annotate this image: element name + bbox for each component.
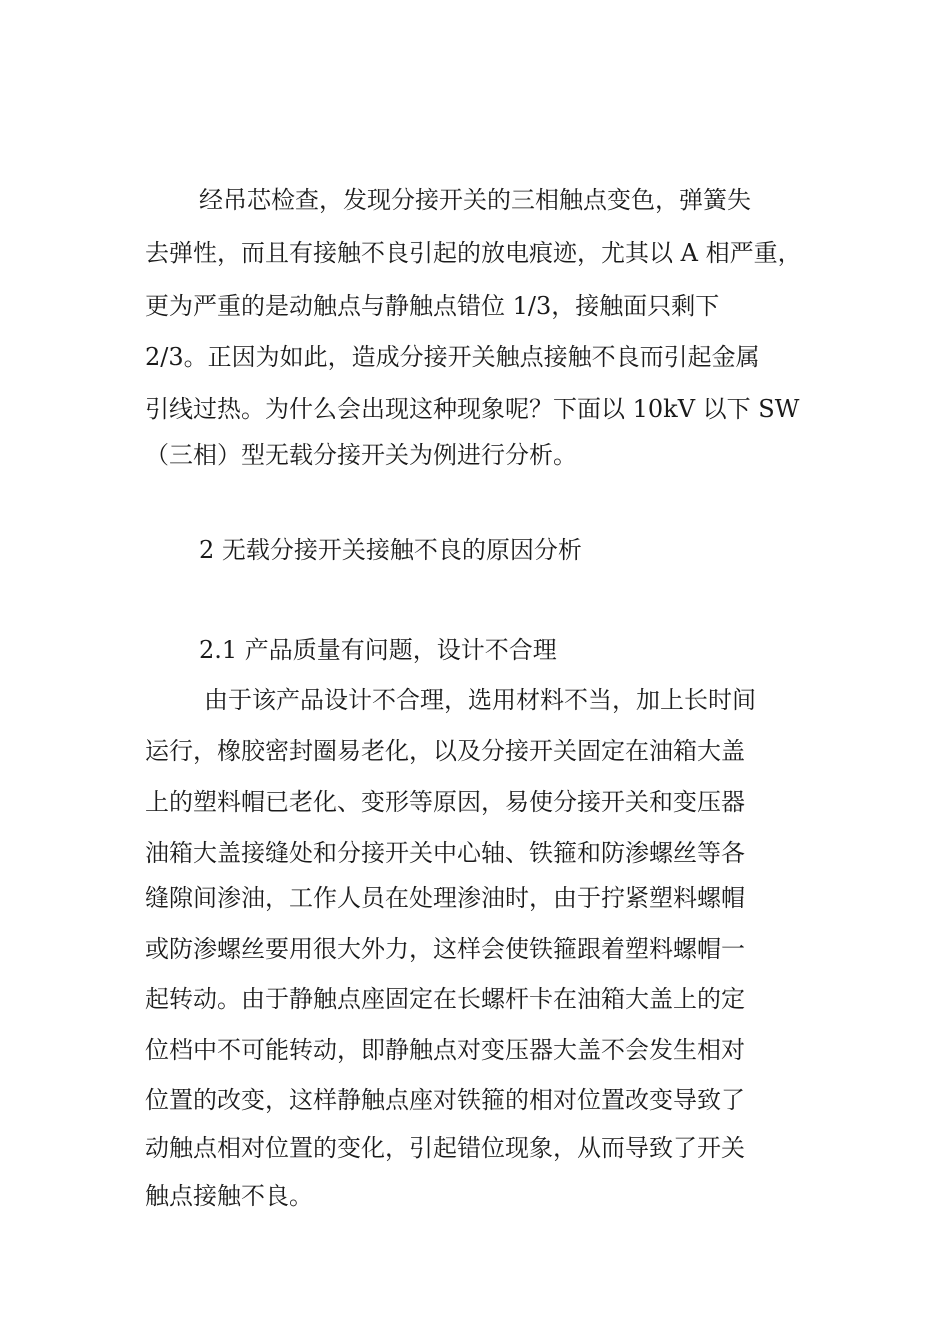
paragraph-1-line: 经吊芯检查，发现分接开关的三相触点变色，弹簧失 [199, 186, 751, 214]
paragraph-1-line: 去弹性，而且有接触不良引起的放电痕迹，尤其以 A 相严重， [145, 239, 802, 267]
paragraph-2-line: 缝隙间渗油，工作人员在处理渗油时，由于拧紧塑料螺帽 [145, 884, 745, 912]
subsection-heading: 2.1 产品质量有问题，设计不合理 [199, 636, 557, 664]
paragraph-2-line: 运行，橡胶密封圈易老化，以及分接开关固定在油箱大盖 [145, 737, 745, 765]
paragraph-1-line: （三相）型无载分接开关为例进行分析。 [145, 441, 577, 469]
paragraph-2-line: 动触点相对位置的变化，引起错位现象，从而导致了开关 [145, 1134, 745, 1162]
paragraph-2-line: 触点接触不良。 [145, 1182, 313, 1210]
paragraph-1-line: 2/3。正因为如此，造成分接开关触点接触不良而引起金属 [145, 343, 760, 371]
paragraph-2-line: 油箱大盖接缝处和分接开关中心轴、铁箍和防渗螺丝等各 [145, 839, 745, 867]
paragraph-1-line: 更为严重的是动触点与静触点错位 1/3，接触面只剩下 [145, 292, 720, 320]
paragraph-2-line: 位档中不可能转动，即静触点对变压器大盖不会发生相对 [145, 1036, 745, 1064]
paragraph-2-line: 起转动。由于静触点座固定在长螺杆卡在油箱大盖上的定 [145, 985, 745, 1013]
paragraph-1-line: 引线过热。为什么会出现这种现象呢？下面以 10kV 以下 SW [145, 395, 800, 423]
section-heading: 2 无载分接开关接触不良的原因分析 [199, 536, 582, 564]
paragraph-2-line: 上的塑料帽已老化、变形等原因，易使分接开关和变压器 [145, 788, 745, 816]
paragraph-2-line: 位置的改变，这样静触点座对铁箍的相对位置改变导致了 [145, 1086, 745, 1114]
paragraph-2-line: 由于该产品设计不合理，选用材料不当，加上长时间 [204, 686, 756, 714]
paragraph-2-line: 或防渗螺丝要用很大外力，这样会使铁箍跟着塑料螺帽一 [145, 935, 745, 963]
